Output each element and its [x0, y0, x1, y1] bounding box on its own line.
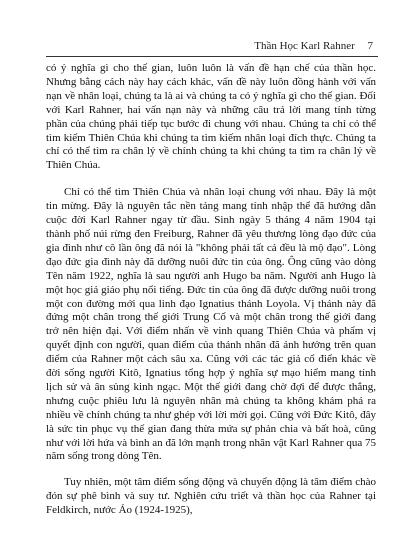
- body-text: [46, 62, 376, 518]
- paragraph-2: Chỉ có thể tìm Thiên Chúa và nhân loại chung với nhau. Đây là một tin mừng. Đây là nguyên tắc nền tảng mang tính nhập thể đã hướng dẫn cuộc đời Karl Rahner ngay từ đầu. Sinh ngày 5 tháng 4 năm 1904 tại thành phố núi rừng đen Freiburg, Rahner đã yêu thương lòng đạo đức của gia đình như cô lần ông đã nói là "không phải tất cả đều là mộ đạo". Lòng đạo đức gia đình này đã dưỡng nuôi đức tin của ông. Ông cũng vào dòng Tên năm 1922, nghĩa là sau người anh Hugo ba năm. Người anh Hugo là một học giả giáo phụ nổi tiếng. Đức tin của ông đã được dưỡng nuôi trong một con đường mới qua linh đạo Ignatius thánh Loyola. Vị thánh này đã đứng một chân trong thế giới Trung Cổ và một chân trong thế giới đang trở nên hiện đại. Với điểm nhấn về vinh quang Thiên Chúa và phẩm vị quyết định con người, quan điểm của thánh nhân đã ảnh hưởng trên quan điểm của Rahner một cách sâu xa. Cũng với các tác giả cổ điển khác về đời sống người Kitô, Ignatius tổng hợp ý nghĩa sự mạo hiểm mang tính lịch sử và ân sủng kinh ngạc. Một thế giới đang chờ đợi để được thắng, nhưng cuộc phiêu lưu là nguyên nhân mà chúng ta không khám phá ra nhiều về chính chúng ta như ghép với lời mời gọi. Cũng với Đức Kitô, đây là sức tin phục vụ thế gian đang thừa mứa sự phản chia và bất hoà, cũng như với lời hứa và bình an đã lớn mạnh trong nhân vật Karl Rahner qua 75 năm sống trong dòng Tên.: [46, 186, 376, 463]
- running-header: [173, 40, 373, 54]
- paragraph-3: Tuy nhiên, một tâm điểm sống động và chuyển động là tâm điểm chào đón sự phê bình và suy tư. Nghiên cứu triết và thần học của Rahner tại Feldkirch, nước Áo (1924-1925),: [46, 476, 376, 517]
- header-rule: [46, 56, 378, 57]
- running-title: Thần Học Karl Rahner: [254, 40, 355, 52]
- paragraph-1: có ý nghĩa gì cho thế gian, luôn luôn là vấn đề hạn chế của thần học. Nhưng bằng cách này hay cách khác, vấn đề này luôn đồng hành với vấn nạn về nhân loại, chúng ta là ai và chúng ta có ý nghĩa gì cho thế gian. Đối với Karl Rahner, hai vấn nạn này và những câu trả lời mang tính từng phần của chúng phải tiếp tục bước đi chung với nhau. Chúng ta chỉ có thể tìm kiếm Thiên Chúa khi chúng ta tìm kiếm nhân loại đích thực. Chúng ta chỉ có thể tìm ra chân lý về chính chúng ta khi chúng ta tìm ra chân lý về Thiên Chúa.: [46, 62, 376, 172]
- page-number: 7: [367, 40, 373, 52]
